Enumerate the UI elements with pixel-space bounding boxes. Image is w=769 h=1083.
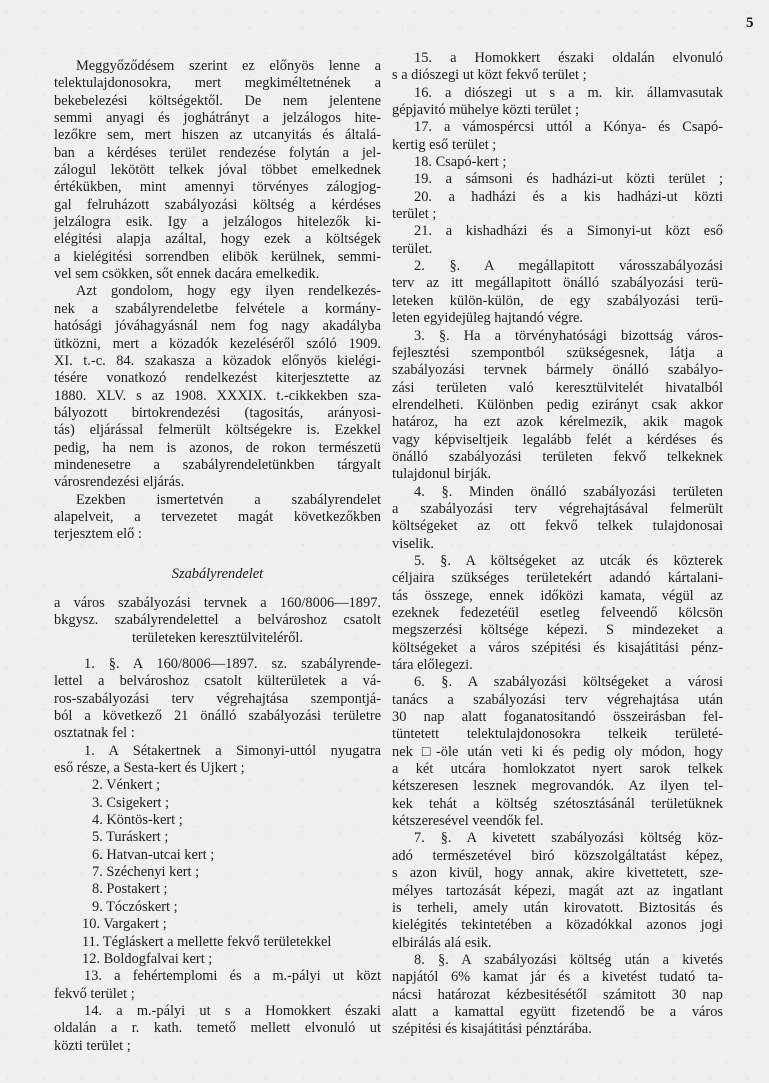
text-line: elbirálás alá esik. xyxy=(392,934,492,951)
text-line: tésére vonatkozó rendelkezést kiterjesztette az xyxy=(54,370,381,387)
text-line: tulajdonul birják. xyxy=(392,466,492,483)
text-line: fekvő terület ; xyxy=(54,985,135,1002)
regulation-subtitle xyxy=(54,595,381,647)
text-line: a kielégitési sorrendben elibök kerülnek, semmi- xyxy=(54,248,381,265)
text-line: megszerzési költsége képezi. S mindezeket a xyxy=(392,622,723,639)
text-line: 1880. XLV. s az 1908. XXXIX. t.-cikkekben sza- xyxy=(54,387,381,404)
text-line: tás) eljárással felmerült költségekre is. Ezekkel xyxy=(54,422,381,439)
text-line: gal felruházott szabályozási költség a kérdéses xyxy=(54,196,381,213)
text-line: céljaira szükséges területekért adandó kártalani- xyxy=(392,570,723,587)
list-item: 7. Széchenyi kert ; xyxy=(92,864,200,881)
list-item xyxy=(392,223,723,258)
text-line: városrendezési eljárás. xyxy=(54,474,185,491)
section-heading: Szabályrendelet xyxy=(171,565,264,582)
text-line: ezeknek fedezetéül esetleg felveendő kölcsön xyxy=(392,605,723,621)
text-line: adó természetével biró közszolgáltatást képez, xyxy=(392,847,723,864)
text-line: telektulajdonosokra, mert megkiméltetnének a xyxy=(54,75,381,92)
text-line: 16. a diószegi ut s a m. kir. államvasutak xyxy=(414,84,723,101)
text-line: 8. §. A szabályozási költség után a kivetés xyxy=(414,951,723,968)
text-line: kertig eső terület ; xyxy=(392,136,497,153)
text-line: terület ; xyxy=(392,206,437,223)
text-line: önálló szabályozási területen fekvő telkeknek xyxy=(392,448,723,465)
text-line: terjesztem elő : xyxy=(54,526,142,543)
text-line: hatósági jóváhagyásnál nem fog nagy akadályba xyxy=(54,318,381,335)
text-line: 13. a fehértemplomi és a m.-pályi ut közt xyxy=(84,968,381,985)
list-item: 6. Hatvan-utcai kert ; xyxy=(92,846,215,863)
text-line: lezőkre sem, mert hiszen az utcanyitás és általá- xyxy=(54,127,381,144)
text-line: bályozott birtokrendezési (tagositás, arányosi- xyxy=(54,404,381,421)
text-line: tüntetett telektulajdonosokra telkeik területé- xyxy=(392,726,723,743)
list-item: 9. Tóczóskert ; xyxy=(92,898,178,915)
section-4 xyxy=(392,484,723,553)
text-line: kétszeresével veendők fel. xyxy=(392,813,544,830)
section-6 xyxy=(392,674,723,830)
text-line: 5. §. A költségeket az utcák és közterek xyxy=(414,552,723,569)
text-line: tás összege, ennek időközi kamata, végül az xyxy=(392,587,723,604)
text-line: 4. §. Minden önálló szabályozási területen xyxy=(414,483,723,500)
text-line: 6. §. A szabályozási költségeket a városi xyxy=(414,674,723,691)
text-line: költségeket a város szépitési és kisajátitási pénz- xyxy=(392,639,723,656)
text-line: XI. t.-c. 84. szakasza a közadok előnyös kielégi- xyxy=(54,352,381,369)
text-line: 14. a m.-pályi ut s a Homokkert északi xyxy=(84,1002,381,1019)
text-line: alatt a kamattal együtt fizetendő be a város xyxy=(392,1003,723,1020)
list-item xyxy=(54,1003,381,1055)
text-line: oldalán a r. kath. temető mellett elvonuló ut xyxy=(54,1020,381,1037)
text-line: semmi anyagi és joghátrányt a jelzálogos hite- xyxy=(54,110,381,127)
list-item: 8. Postakert ; xyxy=(92,881,168,898)
text-line: pedig, ha nem is azonos, de rokon természetü xyxy=(54,439,381,456)
text-line: Ezekben ismertetvén a szabályrendelet xyxy=(76,491,381,508)
text-line: kétszeresen lesznek megrovandók. Az ilyen tel- xyxy=(392,778,723,795)
text-line: 15. a Homokkert északi oldalán elvonuló xyxy=(414,50,723,66)
text-line: a város szabályozási tervnek a 160/8006—1897. xyxy=(54,594,381,611)
text-line: ból a következő 21 önálló szabályozási területre xyxy=(54,708,381,725)
text-line: elrendelheti. Különben pedig ezirányt csak akkor xyxy=(392,396,723,413)
text-line: 7. §. A kivetett szabályozási költség köz- xyxy=(414,830,723,847)
paragraph-government-approval xyxy=(54,283,381,491)
text-line: zálogul lekötött telkek jóval többet emelkednek xyxy=(54,162,381,179)
section-5 xyxy=(392,553,723,674)
text-line: leten egyidejüleg hajtandó végre. xyxy=(392,310,583,327)
text-line: határoz, ha ezt azok kérelmezik, akik magok xyxy=(392,414,723,431)
text-line: is terheli, amely után kirovatott. Biztositás és xyxy=(392,899,723,916)
text-line: alapelveit, a tervezetet magát következőkben xyxy=(54,508,381,525)
text-line: eső része, a Sesta-kert és Ujkert ; xyxy=(54,760,245,777)
left-column xyxy=(54,58,381,1055)
list-item xyxy=(54,968,381,1003)
text-line: mindenesetre a szabályrendeletünkben tárgyalt xyxy=(54,456,381,473)
text-line: ros-szabályozási terv végrehajtása szempontjá- xyxy=(54,690,381,707)
text-line: bkgysz. szabályrendelettel a belvároshoz csatolt xyxy=(54,612,381,629)
list-item: 2. Vénkert ; xyxy=(92,777,161,794)
list-item xyxy=(392,189,723,224)
text-line: gépjavitó mühelye közti terület ; xyxy=(392,102,580,119)
text-line: tára előlegezi. xyxy=(392,657,473,674)
page-number: 5 xyxy=(746,15,754,31)
text-line: nek □-öle után veti ki és pedig oly módon, hogy xyxy=(392,743,723,760)
text-line: 20. a hadházi és a kis hadházi-ut közti xyxy=(414,188,723,205)
text-line: ban a kérdéses terület rendezése folytán a jel- xyxy=(54,144,381,161)
list-item: 3. Csigekert ; xyxy=(92,794,170,811)
text-line: a szabályozási terv végrehajtásával felmerült xyxy=(392,500,723,517)
list-item xyxy=(392,50,723,85)
text-line: mélyes tartozását képezi, magát azt az ingatlant xyxy=(392,882,723,899)
text-line: 1. §. A 160/8006—1897. sz. szabályrende- xyxy=(84,656,381,672)
text-line: vagy képviseltjeik legalább felét a kérdéses és xyxy=(392,431,723,448)
area-list xyxy=(54,743,381,1055)
area-list-continued xyxy=(392,50,723,258)
paragraph-presentation xyxy=(54,492,381,544)
text-line: a két utcára homlokzatot nyert sarok telkek xyxy=(392,761,723,778)
spacer xyxy=(54,544,381,566)
list-item xyxy=(54,743,381,778)
text-line: 17. a vámospércsi uttól a Kónya- és Csapó- xyxy=(414,119,723,136)
text-line: 2. §. A megállapitott városszabályozási xyxy=(414,258,723,275)
text-line: területeken keresztülviteléről. xyxy=(131,629,303,646)
text-line: Meggyőződésem szerint ez előnyös lenne a xyxy=(76,58,381,74)
text-line: közti terület ; xyxy=(54,1037,131,1054)
text-line: tanács a szabályozási terv végrehajtása után xyxy=(392,691,723,708)
section-7 xyxy=(392,830,723,951)
right-column xyxy=(392,50,723,1039)
text-line: kek tehát a költség szétosztásánál területüknek xyxy=(392,795,723,812)
spacer xyxy=(54,583,381,595)
text-line: vel sem csökken, sőt ennek dacára emelkedik. xyxy=(54,266,320,283)
text-line: 3. §. Ha a törvényhatósági bizottság város- xyxy=(414,327,723,344)
text-line: szépitési és kisajátitási pénztárába. xyxy=(392,1021,592,1038)
list-item: 19. a sámsoni és hadházi-ut közti terület ; xyxy=(414,171,723,188)
text-line: s azon kivül, hogy annak, akire kivettetett, sze- xyxy=(392,865,723,882)
section-2 xyxy=(392,258,723,327)
text-line: fejlesztési szempontból szükségesnek, látja a xyxy=(392,344,723,361)
list-item: 4. Köntös-kert ; xyxy=(92,812,183,829)
text-line: terület. xyxy=(392,240,433,257)
text-line: leteken külön-külön, de egy szabályozási terü- xyxy=(392,292,723,309)
text-line: értékükben, mint amennyi törvényes zálogjog- xyxy=(54,179,381,196)
text-line: nácsi határozat kézbesitésétől számitott 30 nap xyxy=(392,986,723,1003)
text-line: Azt gondolom, hogy egy ilyen rendelkezés- xyxy=(76,283,381,300)
text-line: 30 nap alatt foganatositandó összeirásban fel- xyxy=(392,709,723,726)
text-line: nek a szabályrendeletbe felvétele a kormány- xyxy=(54,300,381,317)
paragraph-landowners xyxy=(54,58,381,283)
text-line: 1. A Sétakertnek a Simonyi-uttól nyugatra xyxy=(84,742,381,759)
text-line: elégitési alapja azáltal, hogy ezek a költségek xyxy=(54,231,381,248)
text-line: ütközni, mert a közadók kezeléséről szóló 1909. xyxy=(54,335,381,352)
text-line: lettel a belvároshoz csatolt külterületek a vá- xyxy=(54,673,381,690)
list-item: 18. Csapó-kert ; xyxy=(414,154,507,171)
text-line: napjától 6% kamat jár és a kivetést tudató ta- xyxy=(392,969,723,986)
list-item xyxy=(392,119,723,154)
spacer xyxy=(54,647,381,656)
text-line: viselik. xyxy=(392,535,434,552)
text-line: szabályozási tervnek bármely önálló szabályo- xyxy=(392,362,723,379)
text-line: kielégités tekintetében a közadókkal azonos jogi xyxy=(392,917,723,934)
text-line: osztatnak fel : xyxy=(54,725,135,742)
list-item xyxy=(392,85,723,120)
list-item: 10. Vargakert ; xyxy=(82,916,167,933)
text-line: zási területen való keresztülvitelét hivatalból xyxy=(392,379,723,396)
list-item: 5. Turáskert ; xyxy=(92,829,169,846)
section-1-intro xyxy=(54,656,381,743)
text-line: jelzálogra esik. Igy a jelzálogos hitelezők ki- xyxy=(54,214,381,231)
list-item: 12. Boldogfalvai kert ; xyxy=(82,950,213,967)
section-8 xyxy=(392,952,723,1039)
section-3 xyxy=(392,328,723,484)
text-line: költségeket az ott fekvő telkek tulajdonosai xyxy=(392,518,723,535)
text-line: bekebelezési költségektől. De nem jelentene xyxy=(54,92,381,109)
list-item: 11. Tégláskert a mellette fekvő területekkel xyxy=(82,933,332,950)
text-line: terv az itt megállapitott önálló szabályozási terü- xyxy=(392,275,723,292)
text-line: s a diószegi ut közt fekvő terület ; xyxy=(392,67,587,84)
text-line: 21. a kishadházi és a Simonyi-ut közt eső xyxy=(414,223,723,240)
